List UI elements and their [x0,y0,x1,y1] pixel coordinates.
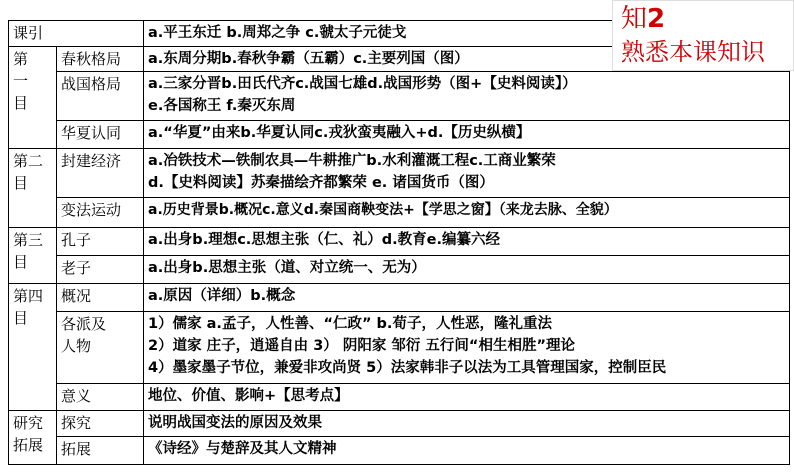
section-cell-intro: 课引 [9,21,144,47]
table-row [9,198,790,228]
section-cell-5 [9,410,57,464]
table-row [9,437,790,465]
content-line: a.冶铁技术—铁制农具—牛耕推广b.水利灌溉工程c.工商业繁荣 [148,153,556,170]
sub-label-gaikuang: 概况 [57,284,144,312]
content-laozi: a.出身b.思想主张（道、对立统一、无为） [144,255,790,284]
content-chunqiu: a.东周分期b.春秋争霸（五霸）c.主要列国（图） [144,46,790,72]
content-line: a.三家分晋b.田氏代齐c.战国七雄d.战国形势（图+【史料阅读】） [148,76,577,93]
table-row [9,284,790,312]
content-line: 4）墨家墨子节位，兼爱非攻尚贤 5）法家韩非子以法为工具管理国家，控制臣民 [148,360,667,377]
sub-label-fengjian: 封建经济 [57,149,144,198]
content-yiyi: 地位、价值、影响+【思考点】 [144,383,790,410]
content-line: d.【史料阅读】苏秦描绘齐都繁荣 e. 诸国货币（图） [148,175,494,192]
section-cell-1 [9,46,57,149]
content-gepai [144,312,790,384]
callout-prefix: 知 [621,4,648,34]
sub-label-kongzi: 孔子 [57,228,144,256]
section-cell-4 [9,284,57,410]
sub-label-gepai [57,312,144,384]
sub-label-yiyi: 意义 [57,383,144,410]
callout-subtitle: 熟悉本课知识 [621,38,765,66]
sub-label-tanjiu: 探究 [57,410,144,437]
section-cell-2 [9,149,57,228]
table-row [9,149,790,198]
lesson-outline-table [8,20,790,465]
content-tanjiu: 说明战国变法的原因及效果 [144,410,790,437]
table-row [9,255,790,284]
content-bianfa: a.历史背景b.概况c.意义d.秦国商鞅变法+【学思之窗】（来龙去脉、全貌） [144,198,790,228]
content-gaikuang: a.原因（详细）b.概念 [144,284,790,312]
content-line: 1）儒家 a.孟子，人性善、“仁政” b.荀子，人性恶，隆礼重法 [148,316,552,333]
table-row [9,228,790,256]
sub-label-chunqiu: 春秋格局 [57,46,144,72]
section-label: 研究拓展 [13,413,44,454]
table-row [9,312,790,384]
section-label: 第三目 [13,231,44,272]
table-row [9,410,790,437]
content-fengjian [144,149,790,198]
section-label: 第一目 [13,49,29,112]
content-huaxia: a.“华夏”由来b.华夏认同c.戎狄蛮夷融入+d.【历史纵横】 [144,121,790,149]
sub-label-bianfa: 变法运动 [57,198,144,228]
knowledge-callout [612,0,794,71]
section-label: 第二目 [13,152,44,193]
table-row [9,72,790,121]
sub-label-zhanguo: 战国格局 [57,72,144,121]
table-row [9,383,790,410]
table-row [9,121,790,149]
content-line: e.各国称王 f.秦灭东周 [148,98,296,115]
callout-title [621,3,665,35]
sub-label-huaxia: 华夏认同 [57,121,144,149]
section-cell-3 [9,228,57,284]
content-kongzi: a.出身b.理想c.思想主张（仁、礼）d.教育e.编纂六经 [144,228,790,256]
callout-number: 2 [647,4,666,34]
content-zhanguo [144,72,790,121]
content-tuozhan: 《诗经》与楚辞及其人文精神 [144,437,790,465]
content-cell-intro: a.平王东迁 b.周郑之争 c.虢太子元徒戈 [144,21,790,47]
sub-label-text: 各派及人物 [61,315,107,356]
section-label: 第四目 [13,287,44,328]
sub-label-laozi: 老子 [57,255,144,284]
content-line: 2）道家 庄子，逍遥自由 3） 阴阳家 邹衍 五行间“相生相胜”理论 [148,338,575,355]
sub-label-tuozhan: 拓展 [57,437,144,465]
